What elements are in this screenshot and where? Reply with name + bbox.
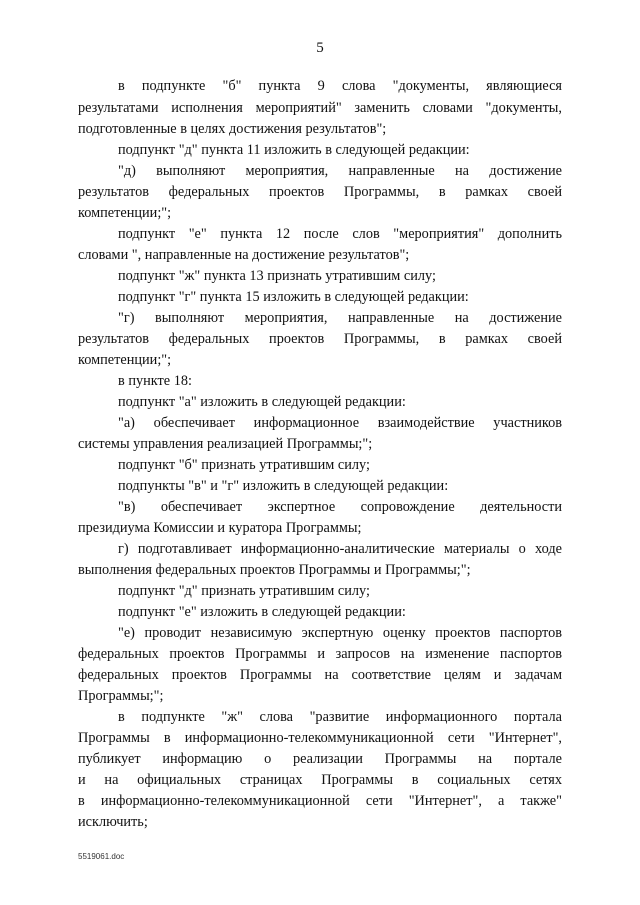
text-line: выполнения федеральных проектов Программы и Программы;"; [78,562,471,578]
text-line: результатов федеральных проектов Программы, в рамках своей [78,184,562,200]
text-line: и на официальных страницах Программы в социальных сетях [78,772,562,788]
text-line: подготовленные в целях достижения результатов"; [78,121,387,137]
text-line: федеральных проектов Программы на соответствие целям и задачам [78,667,562,683]
text-line: подпункты "в" и "г" изложить в следующей редакции: [118,478,449,494]
text-line: подпункт "е" пункта 12 после слов "мероприятия" дополнить [118,226,562,242]
text-line: федеральных проектов Программы и запросов на изменение паспортов [78,646,562,662]
text-line: "е) проводит независимую экспертную оценку проектов паспортов [118,625,562,641]
text-line: подпункт "а" изложить в следующей редакции: [118,394,406,410]
text-line: в подпункте "б" пункта 9 слова "документы, являющиеся [118,78,562,94]
text-line: "д) выполняют мероприятия, направленные на достижение [118,163,562,179]
text-line: подпункт "б" признать утратившим силу; [118,457,370,473]
text-line: Программы;"; [78,688,164,704]
text-line: словами ", направленные на достижение результатов"; [78,247,410,263]
text-line: компетенции;"; [78,352,172,368]
text-line: результатов федеральных проектов Программы, в рамках своей [78,331,562,347]
text-line: в информационно-телекоммуникационной сети "Интернет", а также" [78,793,562,809]
text-line: системы управления реализацией Программы;"; [78,436,373,452]
text-line: подпункт "д" пункта 11 изложить в следующей редакции: [118,142,470,158]
document-footer: 5519061.doc [78,852,125,861]
text-line: компетенции;"; [78,205,172,221]
text-line: подпункт "е" изложить в следующей редакции: [118,604,406,620]
text-line: г) подготавливает информационно-аналитические материалы о ходе [118,541,562,557]
text-line: публикует информацию о реализации Программы на портале [78,751,562,767]
text-line: "а) обеспечивает информационное взаимодействие участников [118,415,562,431]
text-line: подпункт "ж" пункта 13 признать утратившим силу; [118,268,436,284]
page-number: 5 [316,40,324,56]
text-line: результатами исполнения мероприятий" заменить словами "документы, [78,100,562,116]
text-line: подпункт "д" признать утратившим силу; [118,583,370,599]
text-line: "в) обеспечивает экспертное сопровождение деятельности [118,499,562,515]
text-line: Программы в информационно-телекоммуникационной сети "Интернет", [78,730,562,746]
text-line: в пункте 18: [118,373,192,389]
text-line: исключить; [78,814,148,830]
text-line: "г) выполняют мероприятия, направленные на достижение [118,310,562,326]
text-line: в подпункте "ж" слова "развитие информационного портала [118,709,562,725]
text-line: президиума Комиссии и куратора Программы; [78,520,362,536]
text-line: подпункт "г" пункта 15 изложить в следующей редакции: [118,289,469,305]
